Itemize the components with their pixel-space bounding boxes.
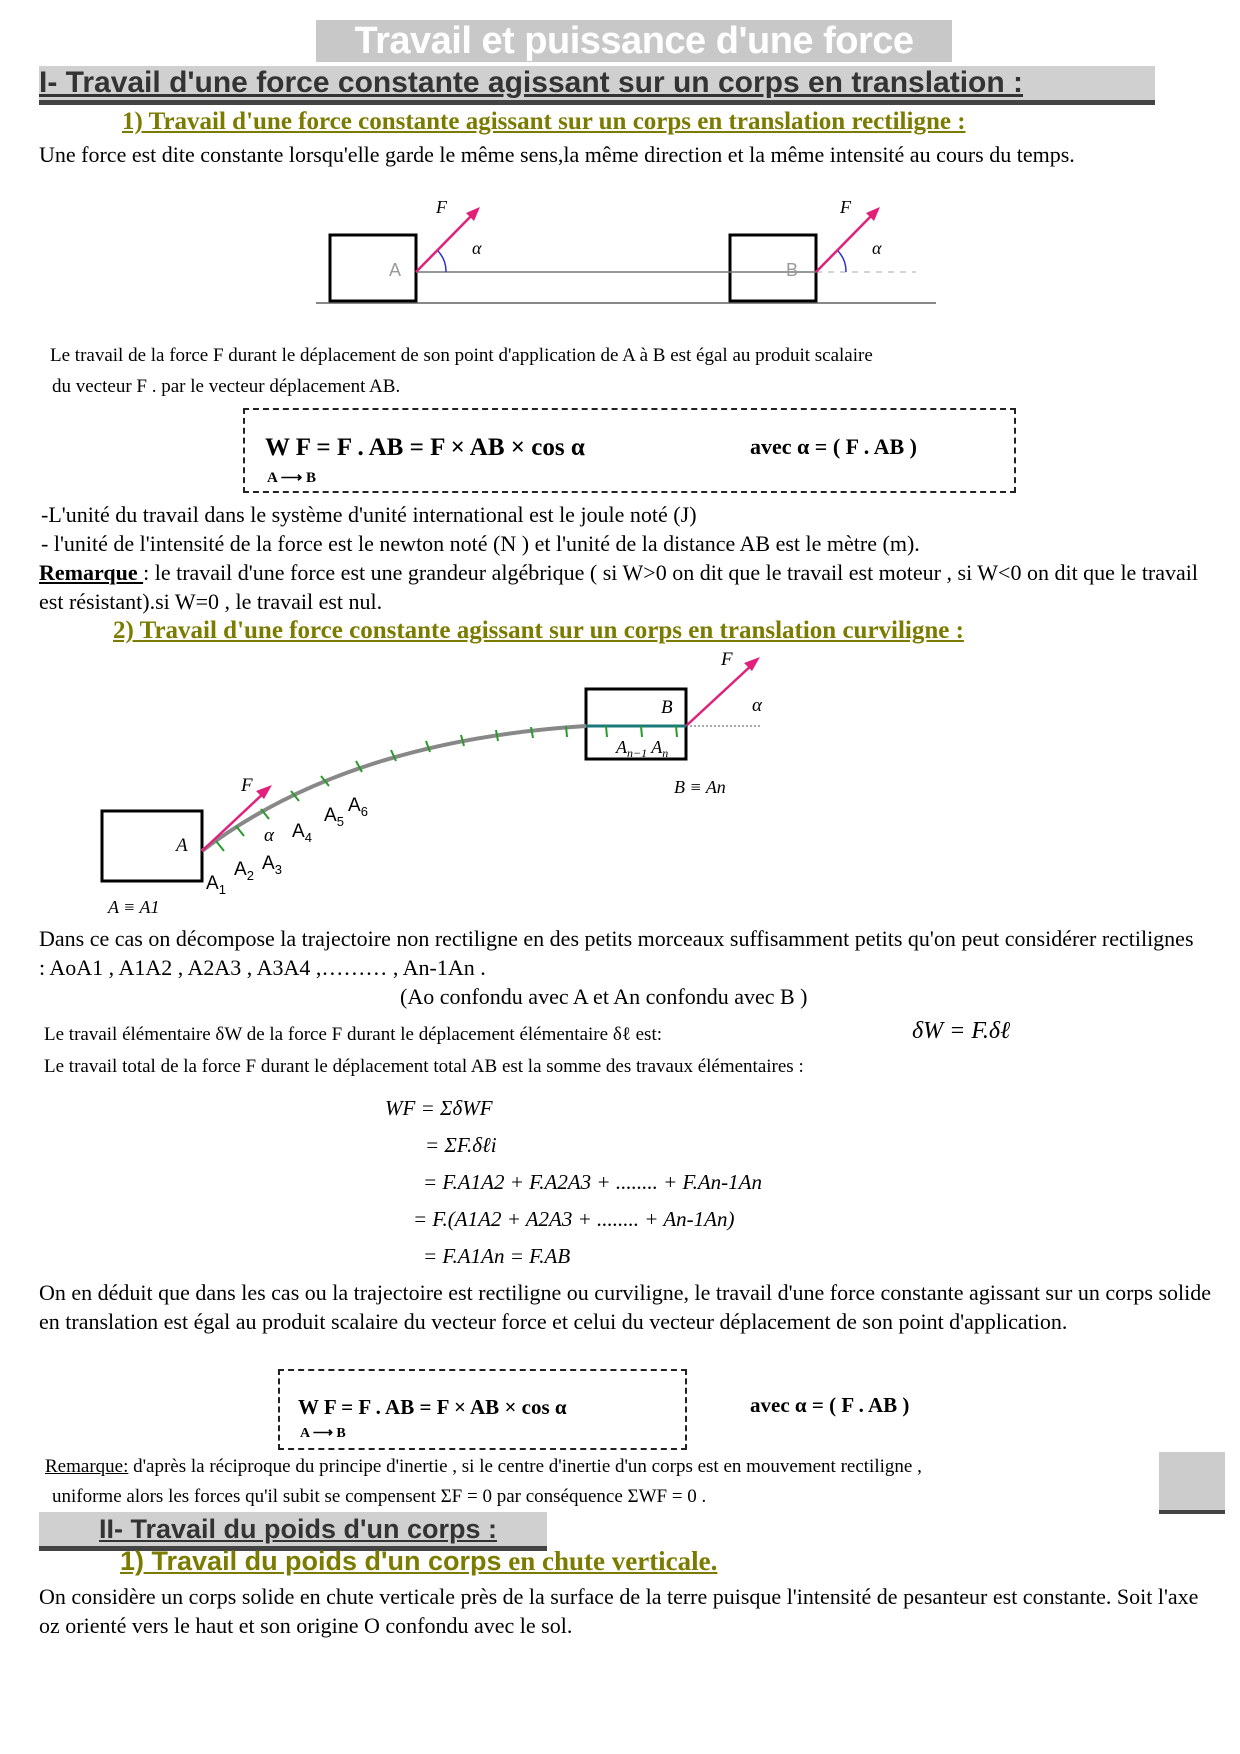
sum-line: = F.A1An = F.AB	[423, 1244, 571, 1268]
subheading-part-a: 1) Travail du poids d'un corps	[120, 1546, 502, 1576]
svg-text:F: F	[840, 197, 851, 217]
svg-text:An−1 An: $A_{n-1}$ $A_n$	[616, 737, 669, 760]
work-formula-box	[243, 408, 1016, 493]
svg-text:B: B	[661, 697, 673, 718]
section-1-heading: I- Travail d'une force constante agissant sur un corps en translation :	[39, 66, 1155, 105]
force-arrow-b	[816, 211, 876, 272]
label-a-equals-a1: A ≡ A1	[108, 897, 160, 917]
unit-force-distance: - l'unité de l'intensité de la force est le newton noté (N ) et l'unité de la distance AB est le mètre (m).	[41, 531, 920, 556]
vertical-fall-paragraph: On considère un corps solide en chute verticale près de la surface de la terre puisque l'intensité de pesanteur est constante. Soit l'axe oz orienté vers le haut et son origine O confondu avec le sol.	[39, 1584, 1199, 1638]
subsection-2-heading: 2) Travail d'une force constante agissant sur un corps en translation curviligne :	[113, 617, 964, 644]
decomposition-paragraph: Dans ce cas on décompose la trajectoire non rectiligne en des petits morceaux suffisamment petits qu'on peut considérer rectilignes : AoA1 , A1A2 , A2A3 , A3A4 ,……… , An-1An .	[39, 926, 1194, 980]
remark-2-line-2: uniforme alors les forces qu'il subit se compensent ΣF = 0 par conséquence ΣWF = 0 .	[52, 1486, 707, 1507]
svg-text:α: α	[752, 695, 762, 716]
svg-text:B: B	[786, 260, 799, 280]
subheading-part-b: en chute verticale.	[501, 1546, 718, 1576]
definition-line-2: du vecteur F . par le vecteur déplacement AB.	[52, 376, 401, 397]
svg-text:A5: $A_5$	[324, 805, 344, 829]
remark-2-line-1	[45, 1452, 922, 1482]
svg-text:A1: $A_1$	[206, 873, 226, 897]
sum-line: = ΣF.δℓi	[425, 1133, 497, 1157]
work-formula-subscript: A ⟶ B	[267, 470, 317, 486]
svg-text:A: A	[176, 835, 188, 856]
subsection-1-heading: 1) Travail d'une force constante agissant sur un corps en translation rectiligne :	[122, 108, 966, 135]
svg-text:A3: $A_3$	[262, 853, 282, 877]
label-b-equals-an: B ≡ An	[674, 777, 726, 797]
svg-text:A4: $A_4$	[292, 821, 312, 845]
sum-derivation	[385, 1090, 762, 1275]
svg-text:F: F	[241, 775, 253, 796]
unit-work: -L'unité du travail dans le système d'unité international est le joule noté (J)	[41, 502, 697, 527]
block-a	[330, 235, 416, 301]
remark-text: : le travail d'une force est une grandeur algébrique ( si W>0 on dit que le travail est moteur , si W<0 on dit que le travail est résistant).si W=0 , le travail est nul.	[39, 560, 1199, 614]
decomposition-note: (Ao confondu avec A et An confondu avec B )	[400, 984, 808, 1009]
page-title: Travail et puissance d'une force	[316, 20, 952, 62]
sum-line: = F.(A1A2 + A2A3 + ........ + An-1An)	[413, 1207, 735, 1231]
svg-text:A2: $A_2$	[234, 859, 254, 883]
block-b	[730, 235, 816, 301]
work-formula-box-2	[278, 1369, 687, 1450]
remark-label: Remarque:	[45, 1456, 129, 1477]
remark-1	[39, 558, 1209, 616]
rectilinear-diagram	[316, 197, 941, 309]
total-work-text: Le travail total de la force F durant le déplacement total AB est la somme des travaux élémentaires :	[44, 1056, 804, 1077]
work-formula: W F = F . AB = F × AB × cos α	[298, 1395, 567, 1419]
curvilinear-diagram	[96, 651, 786, 926]
svg-text:A: A	[389, 260, 402, 280]
sum-line: = F.A1A2 + F.A2A3 + ........ + F.An-1An	[423, 1170, 763, 1194]
alpha-definition: avec α = ( F . AB )	[750, 434, 917, 459]
section-2-heading: II- Travail du poids d'un corps :	[39, 1512, 547, 1551]
svg-text:α: α	[264, 825, 274, 846]
svg-text:α: α	[472, 238, 482, 258]
elementary-work-formula: δW = F.δℓ	[912, 1018, 1011, 1044]
sum-line: WF = ΣδWF	[385, 1096, 493, 1120]
remark-text: d'après la réciproque du principe d'inertie , si le centre d'inertie d'un corps est en mouvement rectiligne ,	[128, 1456, 922, 1477]
work-formula: W F = F . AB = F × AB × cos α	[265, 434, 585, 461]
definition-line-1: Le travail de la force F durant le déplacement de son point d'application de A à B est égal au produit scalaire	[50, 345, 873, 366]
svg-text:F: F	[436, 197, 447, 217]
svg-text:A6: $A_6$	[348, 795, 368, 819]
paragraph-constant-force: Une force est dite constante lorsqu'elle garde le même sens,la même direction et la même intensité au cours du temps.	[39, 142, 1075, 167]
elementary-work-text: Le travail élémentaire δW de la force F durant le déplacement élémentaire δℓ est:	[44, 1024, 663, 1045]
remark-label: Remarque	[39, 560, 144, 585]
conclusion-paragraph: On en déduit que dans les cas ou la trajectoire est rectiligne ou curviligne, le travail d'une force constante agissant sur un corps solide en translation est égal au produit scalaire du vecteur force et celui du vecteur déplacement de son point d'application.	[39, 1280, 1212, 1334]
svg-text:α: α	[872, 238, 882, 258]
decorative-grey-block	[1159, 1452, 1225, 1514]
section-2-subheading	[120, 1546, 717, 1577]
alpha-definition-2: avec α = ( F . AB )	[750, 1393, 910, 1417]
work-formula-subscript: A ⟶ B	[300, 1426, 346, 1441]
svg-text:F: F	[721, 651, 733, 670]
force-arrow-a	[416, 211, 476, 272]
